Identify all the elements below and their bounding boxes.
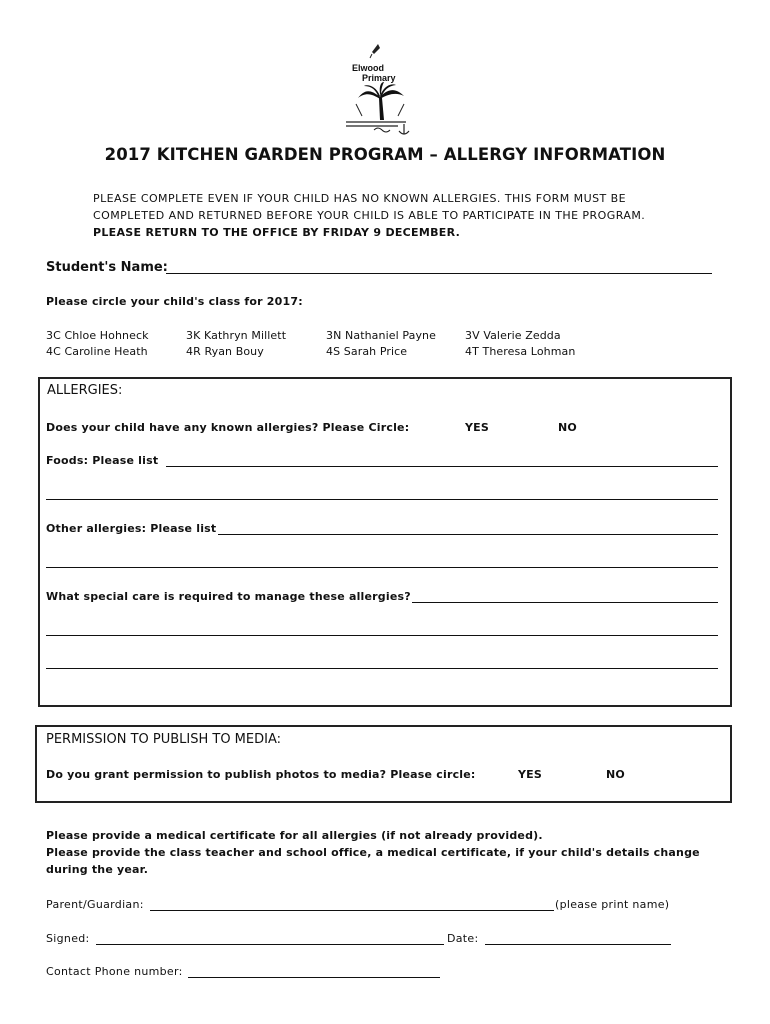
class-option[interactable]: 3V Valerie Zedda [465, 329, 561, 342]
class-option[interactable]: 4C Caroline Heath [46, 345, 148, 358]
intro-line-2: COMPLETED AND RETURNED BEFORE YOUR CHILD IS ABLE TO PARTICIPATE IN THE PROGRAM. [93, 209, 646, 222]
class-prompt: Please circle your child's class for 2017: [46, 295, 303, 308]
parent-guardian-suffix: (please print name) [555, 898, 670, 911]
allergies-yes-option[interactable]: YES [465, 421, 490, 434]
other-allergies-label: Other allergies: Please list [46, 522, 217, 535]
class-option[interactable]: 3N Nathaniel Payne [326, 329, 436, 342]
note-line-1: Please provide a medical certificate for all allergies (if not already provided). [46, 829, 543, 842]
parent-guardian-label: Parent/Guardian: [46, 898, 144, 911]
palm-tree-icon [338, 42, 418, 137]
page-title: 2017 KITCHEN GARDEN PROGRAM – ALLERGY INFORMATION [104, 145, 666, 164]
note-line-2: Please provide the class teacher and school office, a medical certificate, if your child's details change [46, 846, 700, 859]
phone-label: Contact Phone number: [46, 965, 183, 978]
media-no-option[interactable]: NO [606, 768, 625, 781]
foods-field-line-2[interactable] [46, 499, 718, 500]
logo-line-2: Primary [362, 73, 396, 83]
date-label: Date: [447, 932, 479, 945]
class-option[interactable]: 3C Chloe Hohneck [46, 329, 149, 342]
media-yes-option[interactable]: YES [518, 768, 543, 781]
special-care-field-line-3[interactable] [46, 668, 718, 669]
foods-field[interactable] [166, 466, 718, 467]
class-option[interactable]: 4R Ryan Bouy [186, 345, 264, 358]
class-option[interactable]: 4T Theresa Lohman [465, 345, 576, 358]
intro-line-1: PLEASE COMPLETE EVEN IF YOUR CHILD HAS NO KNOWN ALLERGIES. THIS FORM MUST BE [93, 192, 627, 205]
class-option[interactable]: 4S Sarah Price [326, 345, 408, 358]
other-allergies-field[interactable] [218, 534, 718, 535]
media-heading: PERMISSION TO PUBLISH TO MEDIA: [46, 732, 282, 747]
note-line-3: during the year. [46, 863, 149, 876]
signed-field[interactable] [96, 944, 444, 945]
school-logo [338, 42, 418, 137]
class-option[interactable]: 3K Kathryn Millett [186, 329, 287, 342]
intro-line-3: PLEASE RETURN TO THE OFFICE BY FRIDAY 9 DECEMBER. [93, 226, 461, 239]
logo-line-1: Elwood [352, 63, 384, 73]
parent-guardian-field[interactable] [150, 910, 554, 911]
allergies-no-option[interactable]: NO [558, 421, 577, 434]
phone-field[interactable] [188, 977, 440, 978]
student-name-label: Student's Name: [46, 260, 168, 275]
foods-label: Foods: Please list [46, 454, 159, 467]
allergies-heading: ALLERGIES: [47, 383, 123, 398]
special-care-label: What special care is required to manage these allergies? [46, 590, 411, 603]
special-care-field[interactable] [412, 602, 718, 603]
media-question: Do you grant permission to publish photos to media? Please circle: [46, 768, 476, 781]
other-allergies-field-line-2[interactable] [46, 567, 718, 568]
signed-label: Signed: [46, 932, 90, 945]
allergies-question: Does your child have any known allergies? Please Circle: [46, 421, 410, 434]
date-field[interactable] [485, 944, 671, 945]
special-care-field-line-2[interactable] [46, 635, 718, 636]
student-name-field[interactable] [166, 273, 712, 274]
